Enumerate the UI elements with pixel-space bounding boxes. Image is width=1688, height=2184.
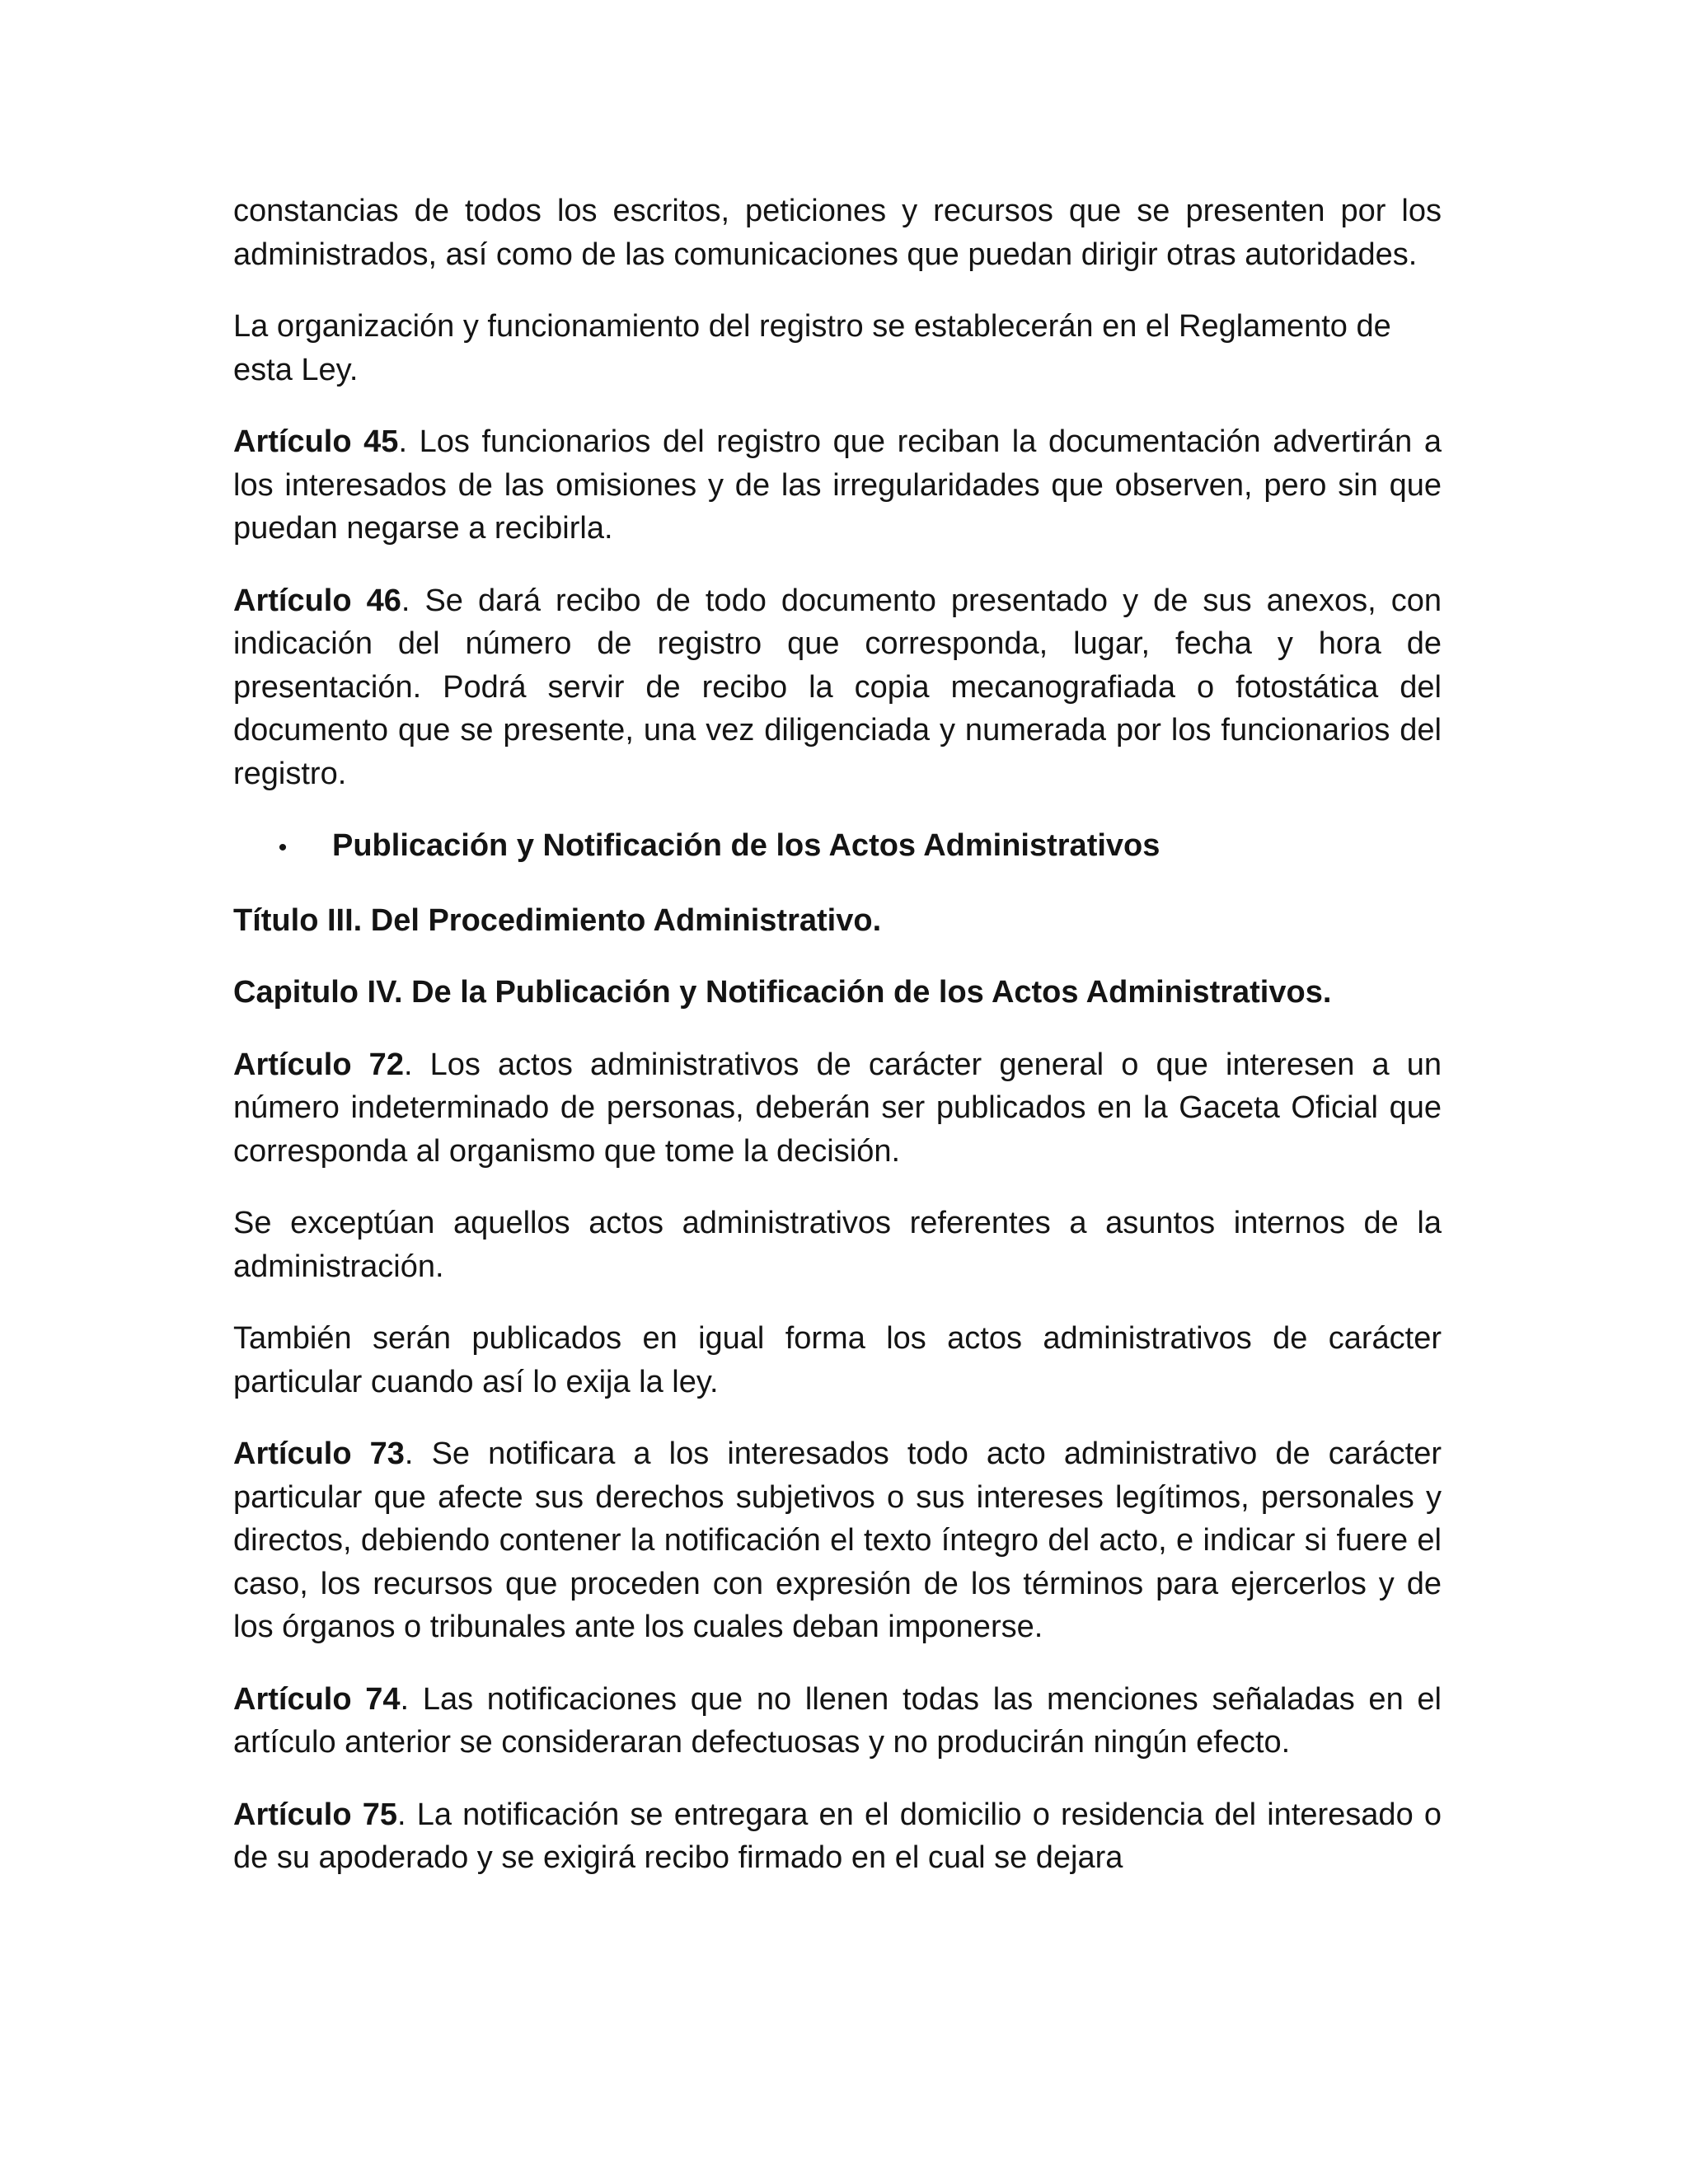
paragraph-registro-organizacion <box>233 305 1442 391</box>
article-text: . Se notificara a los interesados todo acto administrativo de carácter particular que afecte sus derechos subjetivos o sus intereses legítimos, personales y directos, debiendo contener la notificación el texto íntegro del acto, e indicar si fuere el caso, los recursos que proceden con expresión de los términos para ejercerlos y de los órganos o tribunales ante los cuales deban imponerse. <box>233 1436 1442 1644</box>
article-text: . Las notificaciones que no llenen todas las menciones señaladas en el artículo anterior se consideraran defectuosas y no producirán ningún efecto. <box>233 1681 1442 1760</box>
article-label: Artículo 74 <box>233 1681 401 1717</box>
article-text: . La notificación se entregara en el domicilio o residencia del interesado o de su apoderado y se exigirá recibo firmado en el cual se dejara <box>233 1797 1442 1875</box>
paragraph-text: constancias de todos los escritos, peticiones y recursos que se presenten por los administrados, así como de las comunicaciones que puedan dirigir otras autoridades. <box>233 194 1442 272</box>
article-text: . Los funcionarios del registro que reciban la documentación advertirán a los interesados de las omisiones y de las irregularidades que observen, pero sin que puedan negarse a recibirla. <box>233 424 1442 546</box>
article-74 <box>233 1678 1442 1765</box>
heading-titulo-iii: Título III. Del Procedimiento Administrativo. <box>233 902 882 938</box>
article-72 <box>233 1043 1442 1174</box>
paragraph-text: La organización y funcionamiento del registro se establecerán en el Reglamento de esta Ley. <box>233 309 1391 387</box>
bullet-item-publicacion <box>233 824 1442 870</box>
article-label: Artículo 73 <box>233 1436 405 1471</box>
document-body <box>233 190 1442 1909</box>
heading-capitulo-iv: Capitulo IV. De la Publicación y Notificación de los Actos Administrativos. <box>233 975 1332 1010</box>
article-45 <box>233 420 1442 551</box>
article-label: Artículo 46 <box>233 583 401 618</box>
article-text: . Se dará recibo de todo documento presentado y de sus anexos, con indicación del número de registro que corresponda, lugar, fecha y hora de presentación. Podrá servir de recibo la copia mecanografiada o fotostática del documento que se presente, una vez diligenciada y numerada por los funcionarios del registro. <box>233 583 1442 791</box>
article-75 <box>233 1793 1442 1880</box>
paragraph-tambien <box>233 1317 1442 1404</box>
article-label: Artículo 45 <box>233 424 399 459</box>
paragraph-exceptuan <box>233 1202 1442 1288</box>
article-text: . Los actos administrativos de carácter general o que interesen a un número indeterminado de personas, deberán ser publicados en la Gaceta Oficial que corresponda al organismo que tome la decisión. <box>233 1047 1442 1169</box>
article-label: Artículo 72 <box>233 1047 404 1082</box>
paragraph-text: También serán publicados en igual forma los actos administrativos de carácter particular cuando así lo exija la ley. <box>233 1321 1442 1399</box>
bullet-text: Publicación y Notificación de los Actos Administrativos <box>332 828 1160 863</box>
article-46 <box>233 579 1442 796</box>
bullet-dot-icon: • <box>278 834 288 861</box>
paragraph-registro-constancias <box>233 190 1442 276</box>
article-label: Artículo 75 <box>233 1797 397 1832</box>
paragraph-text: Se exceptúan aquellos actos administrativos referentes a asuntos internos de la administración. <box>233 1206 1442 1284</box>
article-73 <box>233 1432 1442 1649</box>
